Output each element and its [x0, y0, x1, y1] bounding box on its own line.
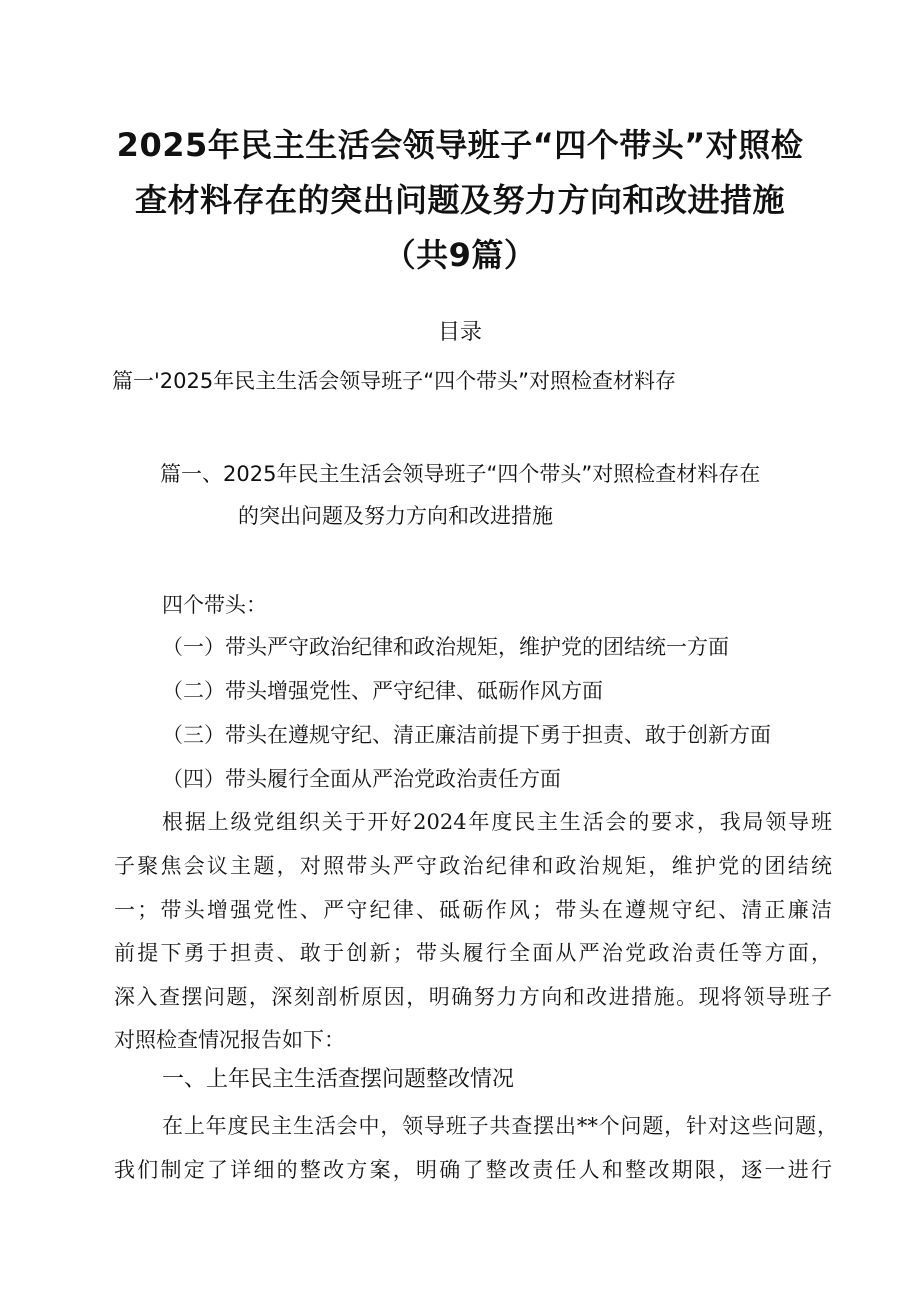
intro-label: 四个带头： — [162, 593, 267, 617]
paragraph-line — [114, 938, 832, 968]
intro-item: （三）带头在遵规守纪、清正廉洁前提下勇于担责、敢于创新方面 — [162, 723, 771, 747]
intro-item: （二）带头增强党性、严守纪律、砥砺作风方面 — [162, 679, 603, 703]
paragraph-line — [114, 1155, 832, 1185]
paragraph-line — [114, 982, 832, 1012]
paragraph-line: 对照检查情况报告如下： — [114, 1028, 345, 1052]
document-title — [110, 118, 810, 283]
section-title — [160, 453, 860, 537]
paragraph-line — [114, 851, 832, 881]
section-title-line: 篇一、2025年民主生活会领导班子“四个带头”对照检查材料存在 — [160, 462, 761, 486]
paragraph-line-text: 深入查摆问题，深刻剖析原因，明确努力方向和改进措施。现将领导班子 — [114, 985, 832, 1009]
title-line: 2025年民主生活会领导班子“四个带头”对照检 — [116, 126, 804, 164]
paragraph-line — [114, 895, 832, 925]
section-heading: 一、上年民主生活查摆问题整改情况 — [162, 1067, 515, 1092]
paragraph-line-text: 根据上级党组织关于开好2024年度民主生活会的要求，我局领导班 — [162, 810, 832, 834]
paragraph-line-text: 前提下勇于担责、敢于创新；带头履行全面从严治党政治责任等方面， — [114, 941, 832, 965]
toc-heading: 目录 — [437, 320, 482, 345]
paragraph-line-text: 在上年度民主生活会中，领导班子共查摆出**个问题，针对这些问题， — [162, 1114, 838, 1138]
section-title-line: 的突出问题及努力方向和改进措施 — [238, 504, 553, 528]
paragraph-line-text: 一；带头增强党性、严守纪律、砥砺作风；带头在遵规守纪、清正廉洁 — [114, 898, 832, 922]
paragraph-line — [162, 807, 832, 837]
paragraph-line-text: 我们制定了详细的整改方案，明确了整改责任人和整改期限，逐一进行 — [114, 1158, 832, 1182]
intro-item: （一）带头严守政治纪律和政治规矩，维护党的团结统一方面 — [162, 635, 729, 659]
paragraph-line — [162, 1111, 838, 1141]
intro-item: （四）带头履行全面从严治党政治责任方面 — [162, 767, 561, 791]
title-line: 查材料存在的突出问题及努力方向和改进措施 — [134, 181, 785, 219]
title-line: （共9篇） — [383, 236, 537, 274]
paragraph-line-text: 子聚焦会议主题，对照带头严守政治纪律和政治规矩，维护党的团结统 — [114, 854, 832, 878]
toc-entry-link[interactable]: 篇一'2025年民主生活会领导班子“四个带头”对照检查材料存 — [112, 369, 676, 393]
